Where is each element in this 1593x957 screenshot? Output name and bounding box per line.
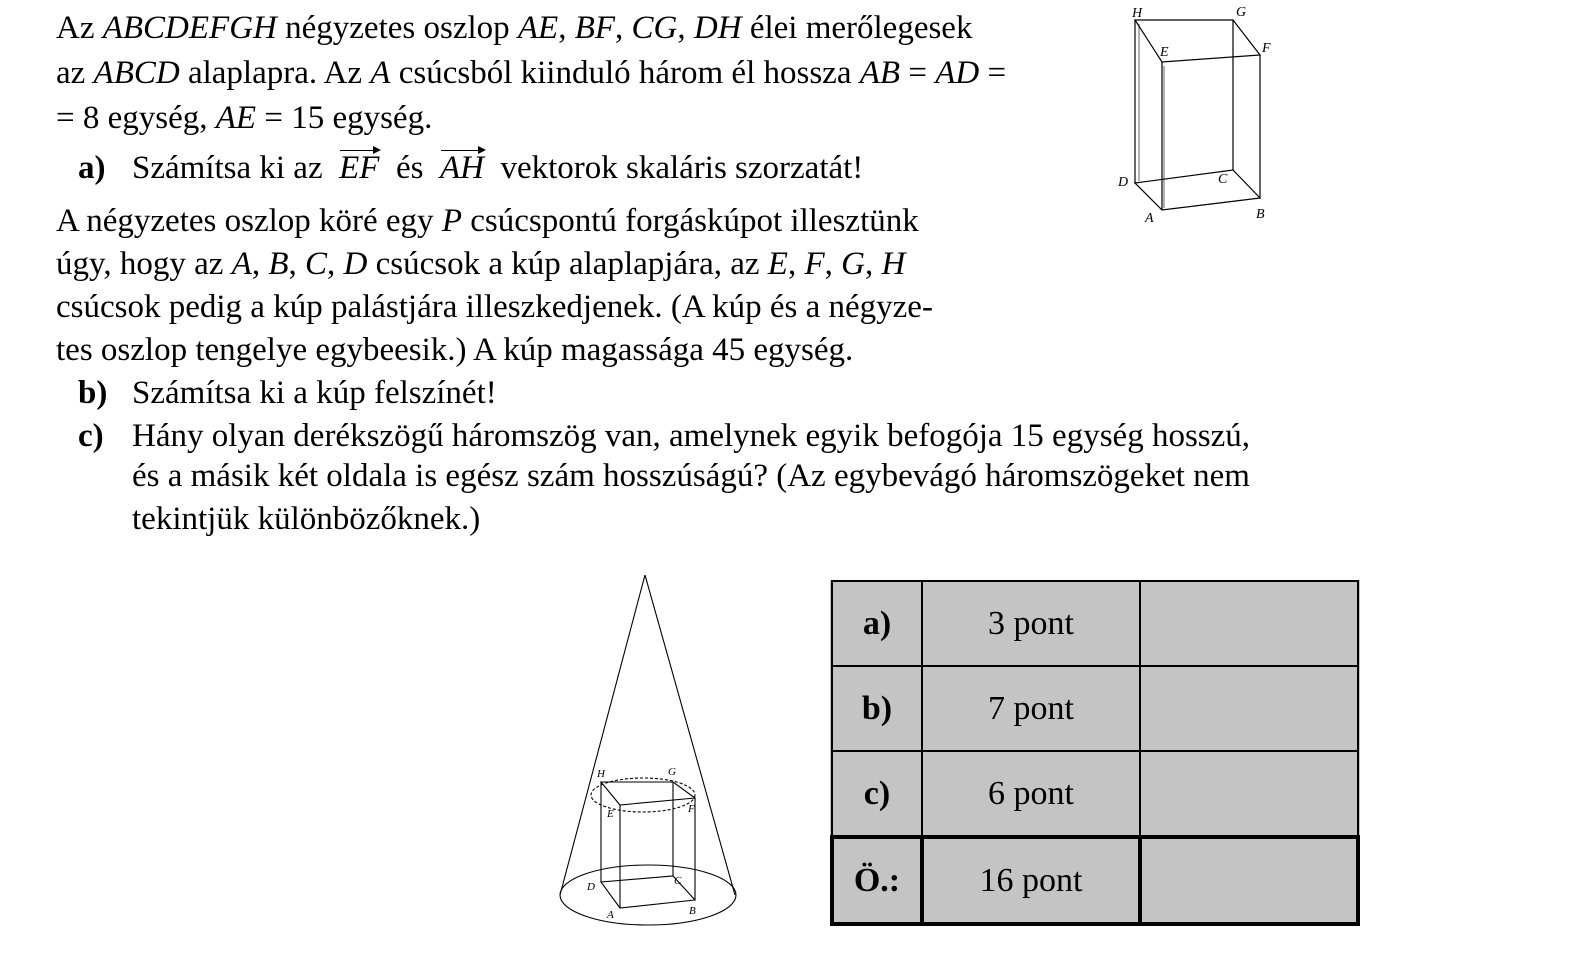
score-total-earned-cell[interactable] (1140, 837, 1358, 924)
cone-right-side (645, 575, 735, 895)
cone-line-2 (56, 244, 905, 284)
math-run: D (343, 246, 368, 282)
cone-label-e: E (607, 808, 614, 820)
math-run: AB (859, 55, 901, 91)
item-c-label: c) (78, 418, 104, 454)
score-row-c (832, 751, 1358, 837)
math-run: ABCDEFGH (102, 10, 277, 46)
math-run: E (767, 246, 788, 282)
math-run: AD (935, 55, 980, 91)
score-total-label: Ö.: (832, 837, 922, 924)
intro-line-3 (56, 98, 432, 138)
cone-line-1 (56, 201, 919, 241)
text-run: élei merőlegesek (741, 10, 973, 46)
item-a-pre: Számítsa ki az (132, 150, 323, 186)
cone-prism-top (601, 782, 695, 805)
cone-label-c: C (674, 875, 682, 887)
text-run: , (864, 246, 882, 282)
cone-label-g: G (668, 766, 676, 778)
vector-ah: AH (439, 150, 484, 186)
cone-left-side (560, 575, 645, 895)
item-c-line-3: tekintjük különbözőknek.) (132, 501, 481, 537)
item-a-mid: és (395, 150, 424, 186)
score-table (830, 580, 1360, 926)
text-run: , (615, 10, 632, 46)
math-run: P (441, 203, 462, 239)
score-earned-cell[interactable] (1140, 751, 1358, 837)
prism-bottom-face (1135, 170, 1260, 210)
score-part-label: a) (832, 581, 922, 666)
text-run: , (787, 246, 805, 282)
math-run: C (305, 246, 328, 282)
score-max-points: 7 pont (922, 666, 1140, 751)
math-run: AE (215, 100, 257, 136)
math-run: F (804, 246, 825, 282)
item-a-text (132, 148, 863, 188)
intro-line-2 (56, 53, 1006, 93)
text-run: négyzetes oszlop (276, 10, 518, 46)
cone-label-h: H (597, 768, 605, 780)
score-part-label: b) (832, 666, 922, 751)
text-run: úgy, hogy az (56, 246, 232, 282)
score-max-points: 6 pont (922, 751, 1140, 837)
cone-label-f: F (688, 803, 695, 815)
item-a-label: a) (78, 150, 106, 186)
prism-label-a: A (1145, 211, 1154, 226)
cone-label-d: D (587, 881, 595, 893)
cone-label-b: B (689, 905, 696, 917)
item-c-line-1: Hány olyan derékszögű háromszög van, amelynek egyik befogója 15 egység hosszú, (132, 418, 1251, 454)
prism-label-e: E (1160, 45, 1169, 60)
math-run: BF (574, 10, 616, 46)
math-run: AE (517, 10, 559, 46)
cone-base (560, 865, 736, 925)
prism-label-h: H (1132, 6, 1143, 21)
score-row-total (832, 837, 1358, 924)
text-run: = (900, 55, 936, 91)
text-run: , (824, 246, 842, 282)
math-run: A (231, 246, 252, 282)
math-run: G (841, 246, 865, 282)
text-run: alaplapra. Az (179, 55, 371, 91)
prism-label-c: C (1218, 172, 1228, 187)
cone-line-4: tes oszlop tengelye egybeesik.) A kúp magassága 45 egység. (56, 332, 854, 368)
text-run: = (979, 55, 1007, 91)
prism-label-d: D (1118, 175, 1129, 190)
vector-ef: EF (339, 150, 380, 186)
text-run: az (56, 55, 94, 91)
score-earned-cell[interactable] (1140, 666, 1358, 751)
text-run: csúcsból kiinduló három él hossza (390, 55, 860, 91)
text-run: , (327, 246, 344, 282)
math-run: B (268, 246, 289, 282)
prism-label-f: F (1262, 41, 1271, 56)
cone-label-a: A (607, 909, 614, 921)
text-run: = 15 egység. (256, 100, 433, 136)
text-run: A négyzetes oszlop köré egy (56, 203, 442, 239)
math-run: ABCD (93, 55, 180, 91)
text-run: csúcspontú forgáskúpot illesztünk (461, 203, 919, 239)
item-a-post: vektorok skaláris szorzatát! (500, 150, 864, 186)
item-b-text: Számítsa ki a kúp felszínét! (132, 375, 497, 411)
math-run: CG (631, 10, 678, 46)
cone-top-section (591, 778, 695, 812)
prism-figure (1110, 0, 1280, 235)
text-run: , (558, 10, 575, 46)
text-run: Az (56, 10, 103, 46)
score-part-label: c) (832, 751, 922, 837)
prism-top-face (1135, 20, 1260, 62)
text-run: , (251, 246, 269, 282)
score-total-points: 16 pont (922, 837, 1140, 924)
math-run: DH (693, 10, 742, 46)
cone-figure (555, 570, 745, 935)
score-row-b (832, 666, 1358, 751)
math-run: A (370, 55, 391, 91)
math-run: H (881, 246, 906, 282)
text-run: , (288, 246, 305, 282)
prism-label-b: B (1256, 207, 1265, 222)
item-b-label: b) (78, 375, 108, 411)
item-c-line-2: és a másik két oldala is egész szám hosszúságú? (Az egybevágó háromszögeket nem (132, 458, 1250, 494)
text-run: = 8 egység, (56, 100, 216, 136)
intro-line-1 (56, 8, 972, 48)
prism-label-g: G (1236, 5, 1247, 20)
score-earned-cell[interactable] (1140, 581, 1358, 666)
score-max-points: 3 pont (922, 581, 1140, 666)
text-run: , (677, 10, 694, 46)
text-run: csúcsok a kúp alaplapjára, az (367, 246, 768, 282)
score-row-a (832, 581, 1358, 666)
cone-line-3: csúcsok pedig a kúp palástjára illeszkedjenek. (A kúp és a négyze- (56, 289, 933, 325)
